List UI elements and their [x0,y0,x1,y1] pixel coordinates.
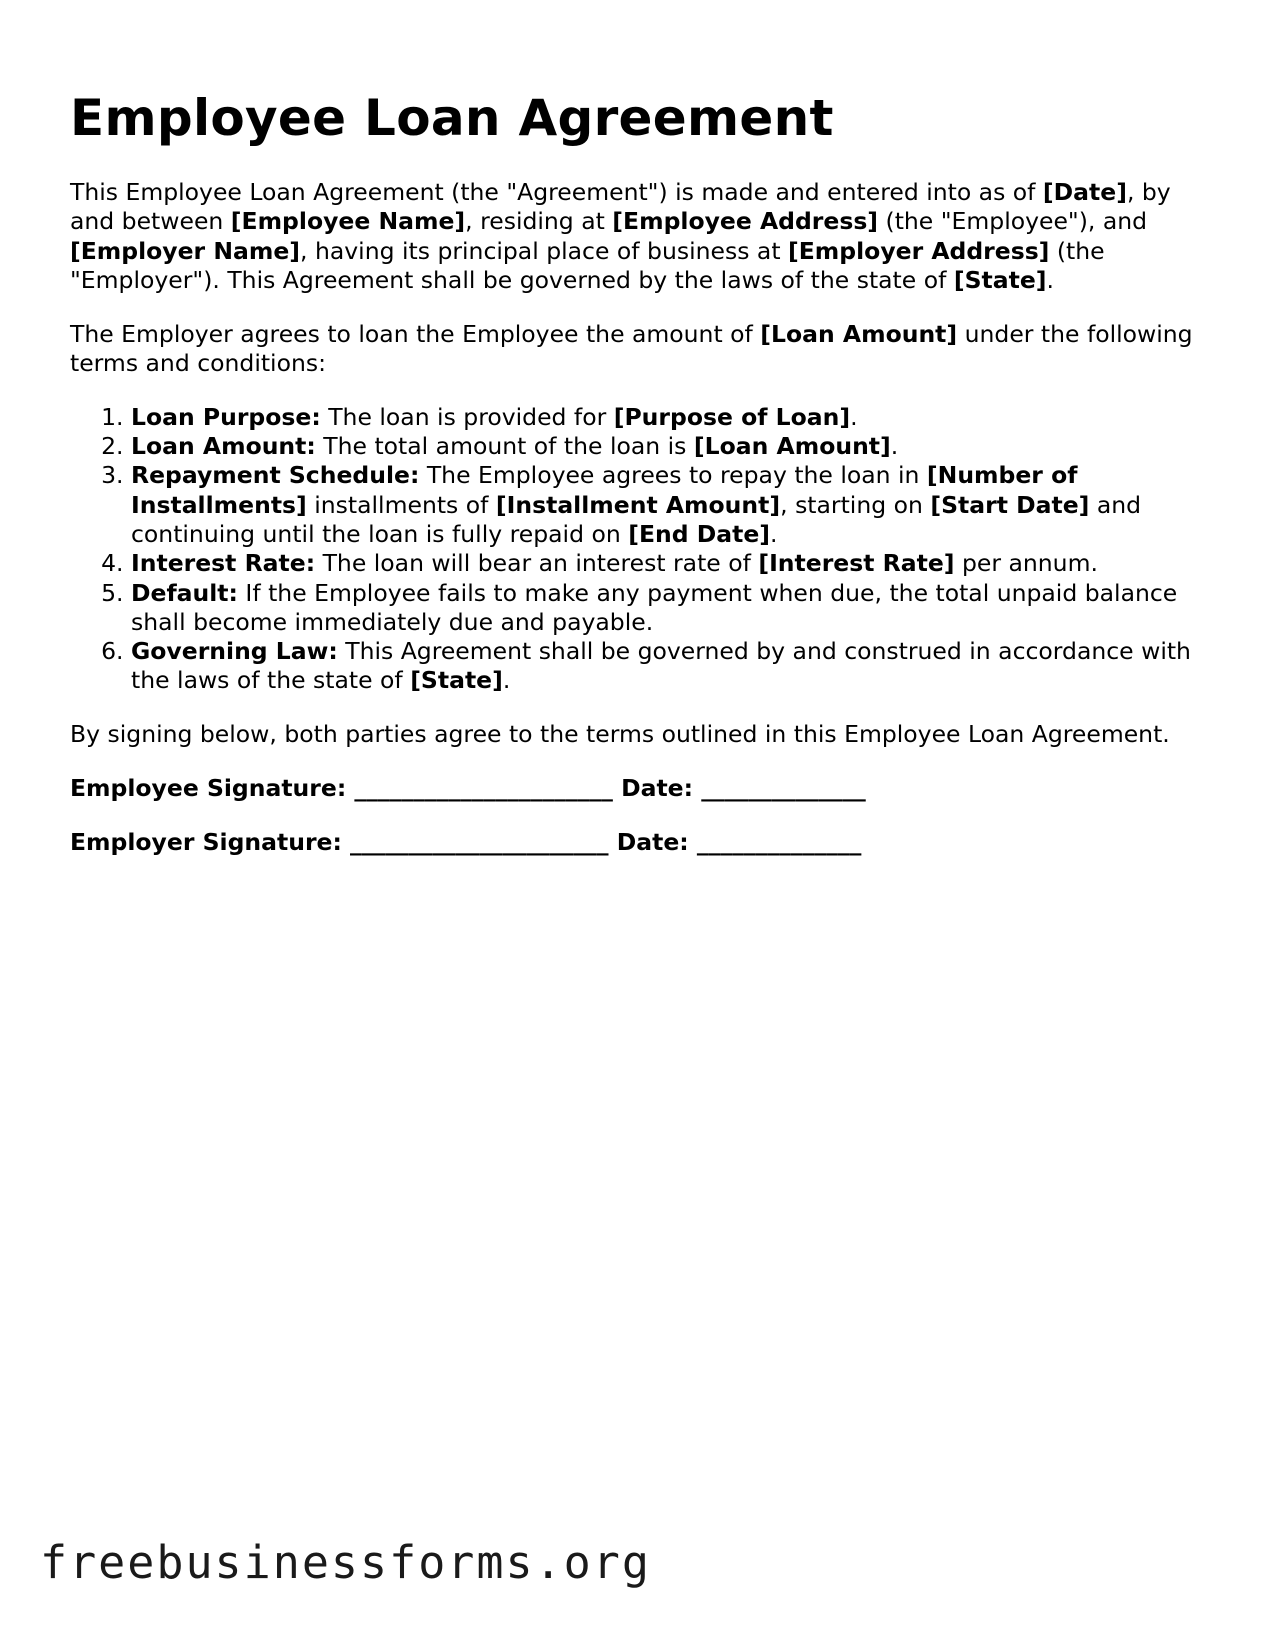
date-placeholder: [Date] [1042,178,1127,206]
term-default [131,579,1200,638]
term-text: , starting on [780,490,931,519]
intro-text: (the "Employer"). This Agreement shall be governed by the laws of the state of [70,236,1105,294]
term-label: Repayment Schedule: [131,461,420,490]
term-text: This Agreement shall be governed by and construed in accordance with the laws of the state of [131,637,1191,695]
employer-name-placeholder: [Employer Name] [70,236,301,265]
offer-paragraph [70,320,1200,379]
terms-list [70,403,1200,696]
term-placeholder: [Installment Amount] [495,490,781,519]
term-text: The total amount of the loan is [315,432,694,461]
employee-address-placeholder: [Employee Address] [612,207,879,236]
term-text: The loan is provided for [320,402,614,431]
term-placeholder: [Interest Rate] [758,549,955,578]
employer-address-placeholder: [Employer Address] [788,236,1050,265]
term-text: The Employee agrees to repay the loan in [419,461,927,490]
term-placeholder: [Loan Amount] [693,432,891,461]
term-loan-purpose [131,403,1200,432]
term-governing-law [131,637,1200,696]
term-placeholder: [Start Date] [930,490,1090,519]
term-label: Loan Amount: [131,432,316,461]
employee-signature-label: Employee Signature: ______________________ Date: ______________ [70,774,866,803]
term-repayment-schedule [131,461,1200,549]
state-placeholder: [State] [953,265,1047,294]
term-placeholder: [End Date] [628,519,771,548]
term-label: Interest Rate: [131,549,316,578]
term-text: per annum. [954,549,1098,578]
term-text: . [770,519,778,548]
document-title: Employee Loan Agreement [70,89,834,147]
document-page [70,88,1200,858]
term-placeholder: [Number of Installments] [131,461,1078,519]
term-interest-rate [131,549,1200,578]
term-text: . [890,432,899,461]
intro-text: , residing at [465,207,613,236]
term-loan-amount [131,432,1200,461]
term-text: The loan will bear an interest rate of [315,549,759,578]
intro-text: , by and between [70,178,1171,236]
employee-signature-line[interactable] [70,774,1200,803]
offer-text: The Employer agrees to loan the Employee the amount of [70,320,761,349]
term-text: and continuing until the loan is fully repaid on [131,490,1142,548]
term-label: Default: [131,578,238,607]
intro-text: (the "Employee"), and [878,207,1148,236]
term-text: installments of [306,490,496,519]
term-placeholder: [State] [410,666,503,695]
footer-watermark: freebusinessforms.org [40,1536,651,1589]
employer-signature-label: Employer Signature: ______________________ Date: ______________ [70,828,862,857]
term-text: . [502,666,511,695]
offer-text: under the following terms and conditions: [70,320,1193,378]
term-text: If the Employee fails to make any payment when due, the total unpaid balance shall become immediately due and payable. [131,578,1178,636]
intro-text: This Employee Loan Agreement (the "Agreement") is made and entered into as of [70,178,1043,206]
loan-amount-placeholder: [Loan Amount] [760,320,958,349]
term-label: Governing Law: [131,637,338,666]
intro-text: . [1046,265,1054,294]
term-label: Loan Purpose: [131,402,321,431]
term-text: . [850,402,858,431]
term-placeholder: [Purpose of Loan] [613,402,851,431]
intro-text: , having its principal place of business at [300,236,789,265]
employer-signature-line[interactable] [70,828,1200,857]
closing-paragraph: By signing below, both parties agree to the terms outlined in this Employee Loan Agreement. [70,719,1170,748]
intro-paragraph [70,178,1200,295]
employee-name-placeholder: [Employee Name] [230,207,466,236]
